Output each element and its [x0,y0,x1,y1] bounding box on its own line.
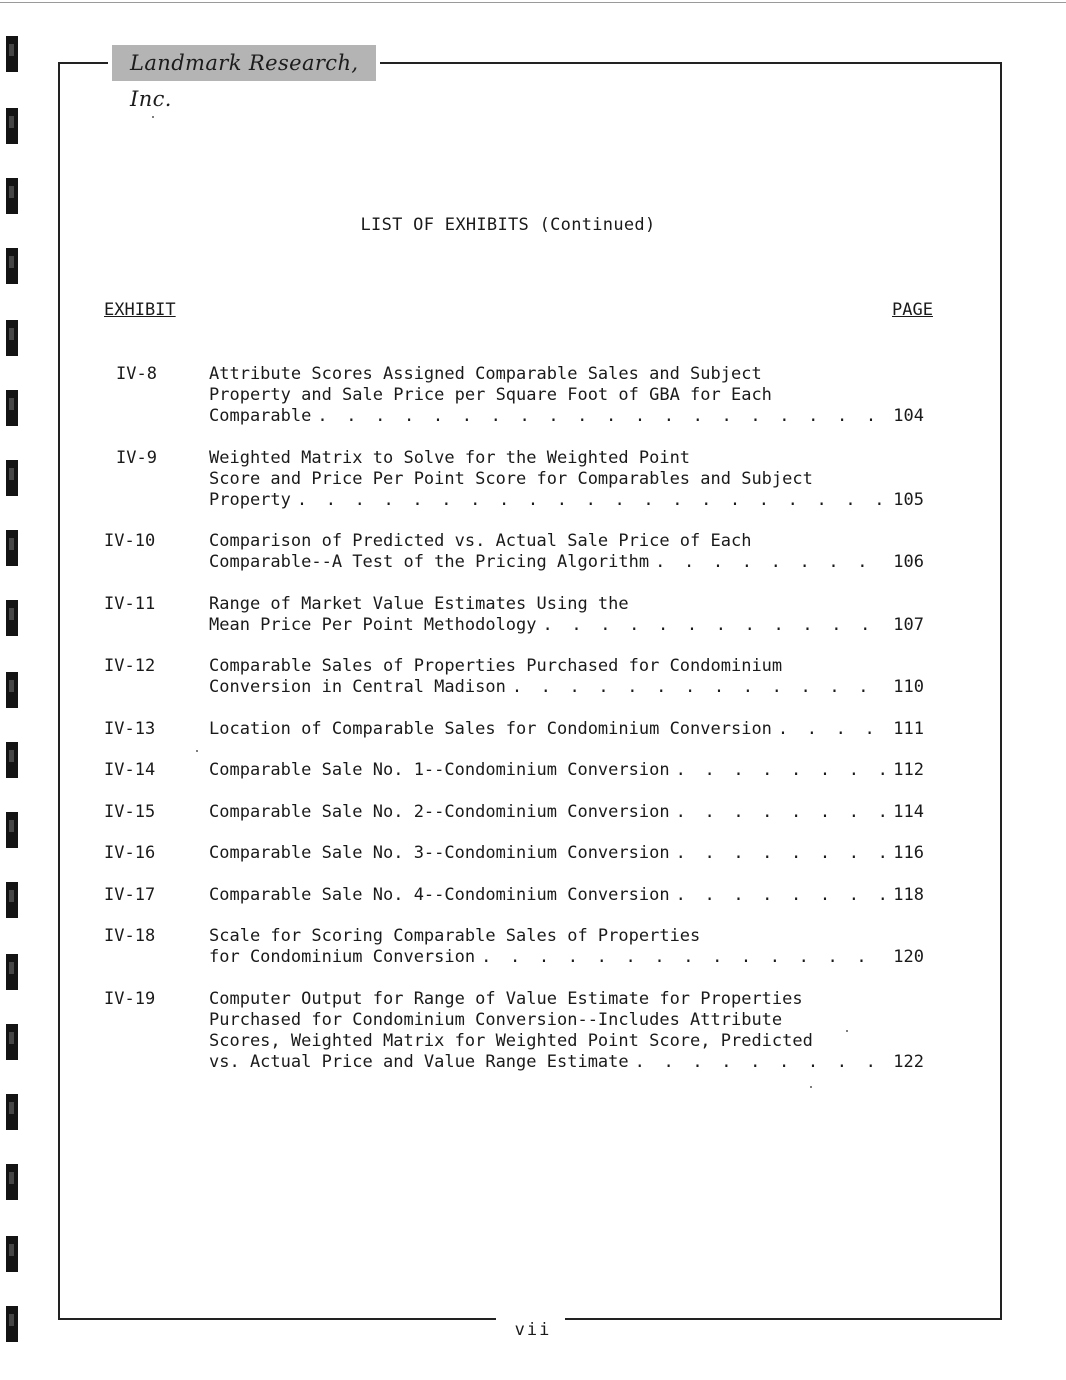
exhibit-title-last-line [209,552,924,573]
binder-hole [6,742,18,778]
exhibit-page-number: 118 [893,884,924,905]
exhibit-number: IV-8 [116,364,157,384]
exhibit-entry [104,448,924,511]
exhibit-entry [104,843,924,864]
dot-leaders [317,406,884,427]
exhibit-entry [104,802,924,823]
exhibit-description [209,926,924,968]
exhibit-number: IV-10 [104,531,156,551]
exhibit-title-line: Location of Comparable Sales for Condominium Conversion [209,718,772,739]
binder-hole [6,178,18,214]
binder-hole [6,954,18,990]
exhibit-page-number: 112 [893,760,924,780]
exhibit-title-line: Scores, Weighted Matrix for Weighted Point Score, Predicted [209,1030,813,1051]
exhibit-page-number: 116 [893,843,924,863]
frame-top-rule-right [380,62,1000,64]
exhibit-title-line: Weighted Matrix to Solve for the Weighted Point [209,447,691,468]
dot-leaders [778,719,884,740]
exhibit-description [209,760,924,781]
exhibit-description [209,364,924,427]
exhibit-title-line: Comparison of Predicted vs. Actual Sale Price of Each [209,531,752,551]
exhibit-description [209,885,924,906]
dot-leaders [512,677,884,698]
exhibit-title-line: Mean Price Per Point Methodology [209,614,537,635]
exhibit-title-last-line [209,719,924,740]
exhibit-title-last-line [209,615,924,636]
binder-hole [6,248,18,284]
exhibit-description [209,594,924,636]
binder-hole [6,390,18,426]
exhibit-page-number: 122 [893,1051,924,1072]
exhibit-title-line: Computer Output for Range of Value Estimate for Properties [209,988,803,1009]
binder-hole [6,1024,18,1060]
dot-leaders [655,552,884,573]
dot-leaders [676,843,884,864]
exhibit-title-line: vs. Actual Price and Value Range Estimate [209,1051,629,1072]
exhibit-title-last-line [209,843,924,864]
dot-leaders [543,615,884,636]
exhibit-column-header: EXHIBIT [104,300,176,320]
dot-leaders [635,1052,884,1073]
exhibit-title-last-line [209,802,924,823]
exhibit-entry [104,926,924,968]
binder-hole [6,812,18,848]
exhibit-entry [104,364,924,427]
binder-hole [6,600,18,636]
exhibit-page-number: 105 [893,489,924,510]
exhibit-number: IV-9 [116,447,157,468]
scan-speck [152,116,154,118]
exhibit-description [209,656,924,698]
exhibit-entry [104,656,924,698]
exhibit-list [104,364,924,1093]
frame-top-rule-left [58,62,108,64]
exhibit-page-number: 106 [893,552,924,572]
exhibit-entry [104,989,924,1073]
dot-leaders [297,490,884,511]
exhibit-title-last-line [209,1052,924,1073]
binder-hole [6,460,18,496]
binder-hole [6,672,18,708]
exhibit-description [209,989,924,1073]
exhibit-number: IV-17 [104,884,156,905]
page-number: vii [514,1320,552,1340]
binder-hole [6,1164,18,1200]
exhibit-number: IV-15 [104,801,156,822]
exhibit-title-line: Score and Price Per Point Score for Comparables and Subject [209,468,813,489]
exhibit-number: IV-14 [104,760,156,780]
binder-hole [6,1094,18,1130]
exhibit-description [209,843,924,864]
exhibit-description [209,802,924,823]
exhibit-description [209,531,924,573]
exhibit-page-number: 120 [893,947,924,967]
exhibit-entry [104,719,924,740]
exhibit-page-number: 104 [893,406,924,426]
exhibit-page-number: 111 [893,718,924,739]
exhibit-title-line: Purchased for Condominium Conversion--Includes Attribute [209,1009,783,1030]
exhibit-description [209,719,924,740]
exhibit-title-last-line [209,760,924,781]
exhibit-number: IV-13 [104,718,156,739]
exhibit-number: IV-11 [104,593,156,614]
exhibit-title-line: Comparable Sales of Properties Purchased for Condominium [209,656,783,676]
exhibit-entry [104,594,924,636]
exhibit-title-line: for Condominium Conversion [209,947,476,967]
exhibit-title-last-line [209,677,924,698]
exhibit-title-last-line [209,885,924,906]
exhibit-page-number: 114 [893,801,924,822]
exhibit-title-line: Property and Sale Price per Square Foot of GBA for Each [209,385,772,405]
exhibit-title-last-line [209,490,924,511]
exhibit-entry [104,531,924,573]
scan-top-edge [0,2,1066,3]
exhibit-page-number: 110 [893,677,924,697]
scan-speck [846,1030,848,1032]
dot-leaders [676,802,884,823]
exhibit-entry [104,885,924,906]
exhibit-number: IV-12 [104,656,156,676]
exhibit-page-number: 107 [893,614,924,635]
dot-leaders [676,885,884,906]
binder-hole [6,36,18,72]
exhibit-entry [104,760,924,781]
exhibit-title-line: Comparable Sale No. 1--Condominium Conversion [209,760,670,780]
exhibit-title-line: Property [209,489,291,510]
dot-leaders [676,760,884,781]
exhibit-title-line: Comparable [209,406,312,426]
exhibit-title-line: Range of Market Value Estimates Using the [209,593,629,614]
exhibit-number: IV-16 [104,843,156,863]
exhibit-title-last-line [209,947,924,968]
page-title: LIST OF EXHIBITS (Continued) [360,215,656,235]
exhibit-description [209,448,924,511]
exhibit-title-last-line [209,406,924,427]
binder-hole [6,882,18,918]
scan-speck [810,1086,812,1088]
binder-hole [6,1236,18,1272]
exhibit-title-line: Comparable--A Test of the Pricing Algorithm [209,552,650,572]
scan-speck [196,750,198,752]
dot-leaders [481,947,884,968]
company-logo: Landmark Research, Inc. [112,45,376,81]
exhibit-title-line: Comparable Sale No. 4--Condominium Conversion [209,884,670,905]
exhibit-number: IV-19 [104,988,156,1009]
binder-hole [6,530,18,566]
exhibit-title-line: Comparable Sale No. 3--Condominium Conversion [209,843,670,863]
exhibit-title-line: Scale for Scoring Comparable Sales of Properties [209,926,701,946]
binder-hole [6,108,18,144]
page-column-header: PAGE [892,300,933,320]
exhibit-number: IV-18 [104,926,156,946]
binder-hole [6,320,18,356]
binder-holes [6,0,20,1380]
exhibit-title-line: Attribute Scores Assigned Comparable Sales and Subject [209,364,762,384]
exhibit-title-line: Comparable Sale No. 2--Condominium Conversion [209,801,670,822]
exhibit-title-line: Conversion in Central Madison [209,677,506,697]
